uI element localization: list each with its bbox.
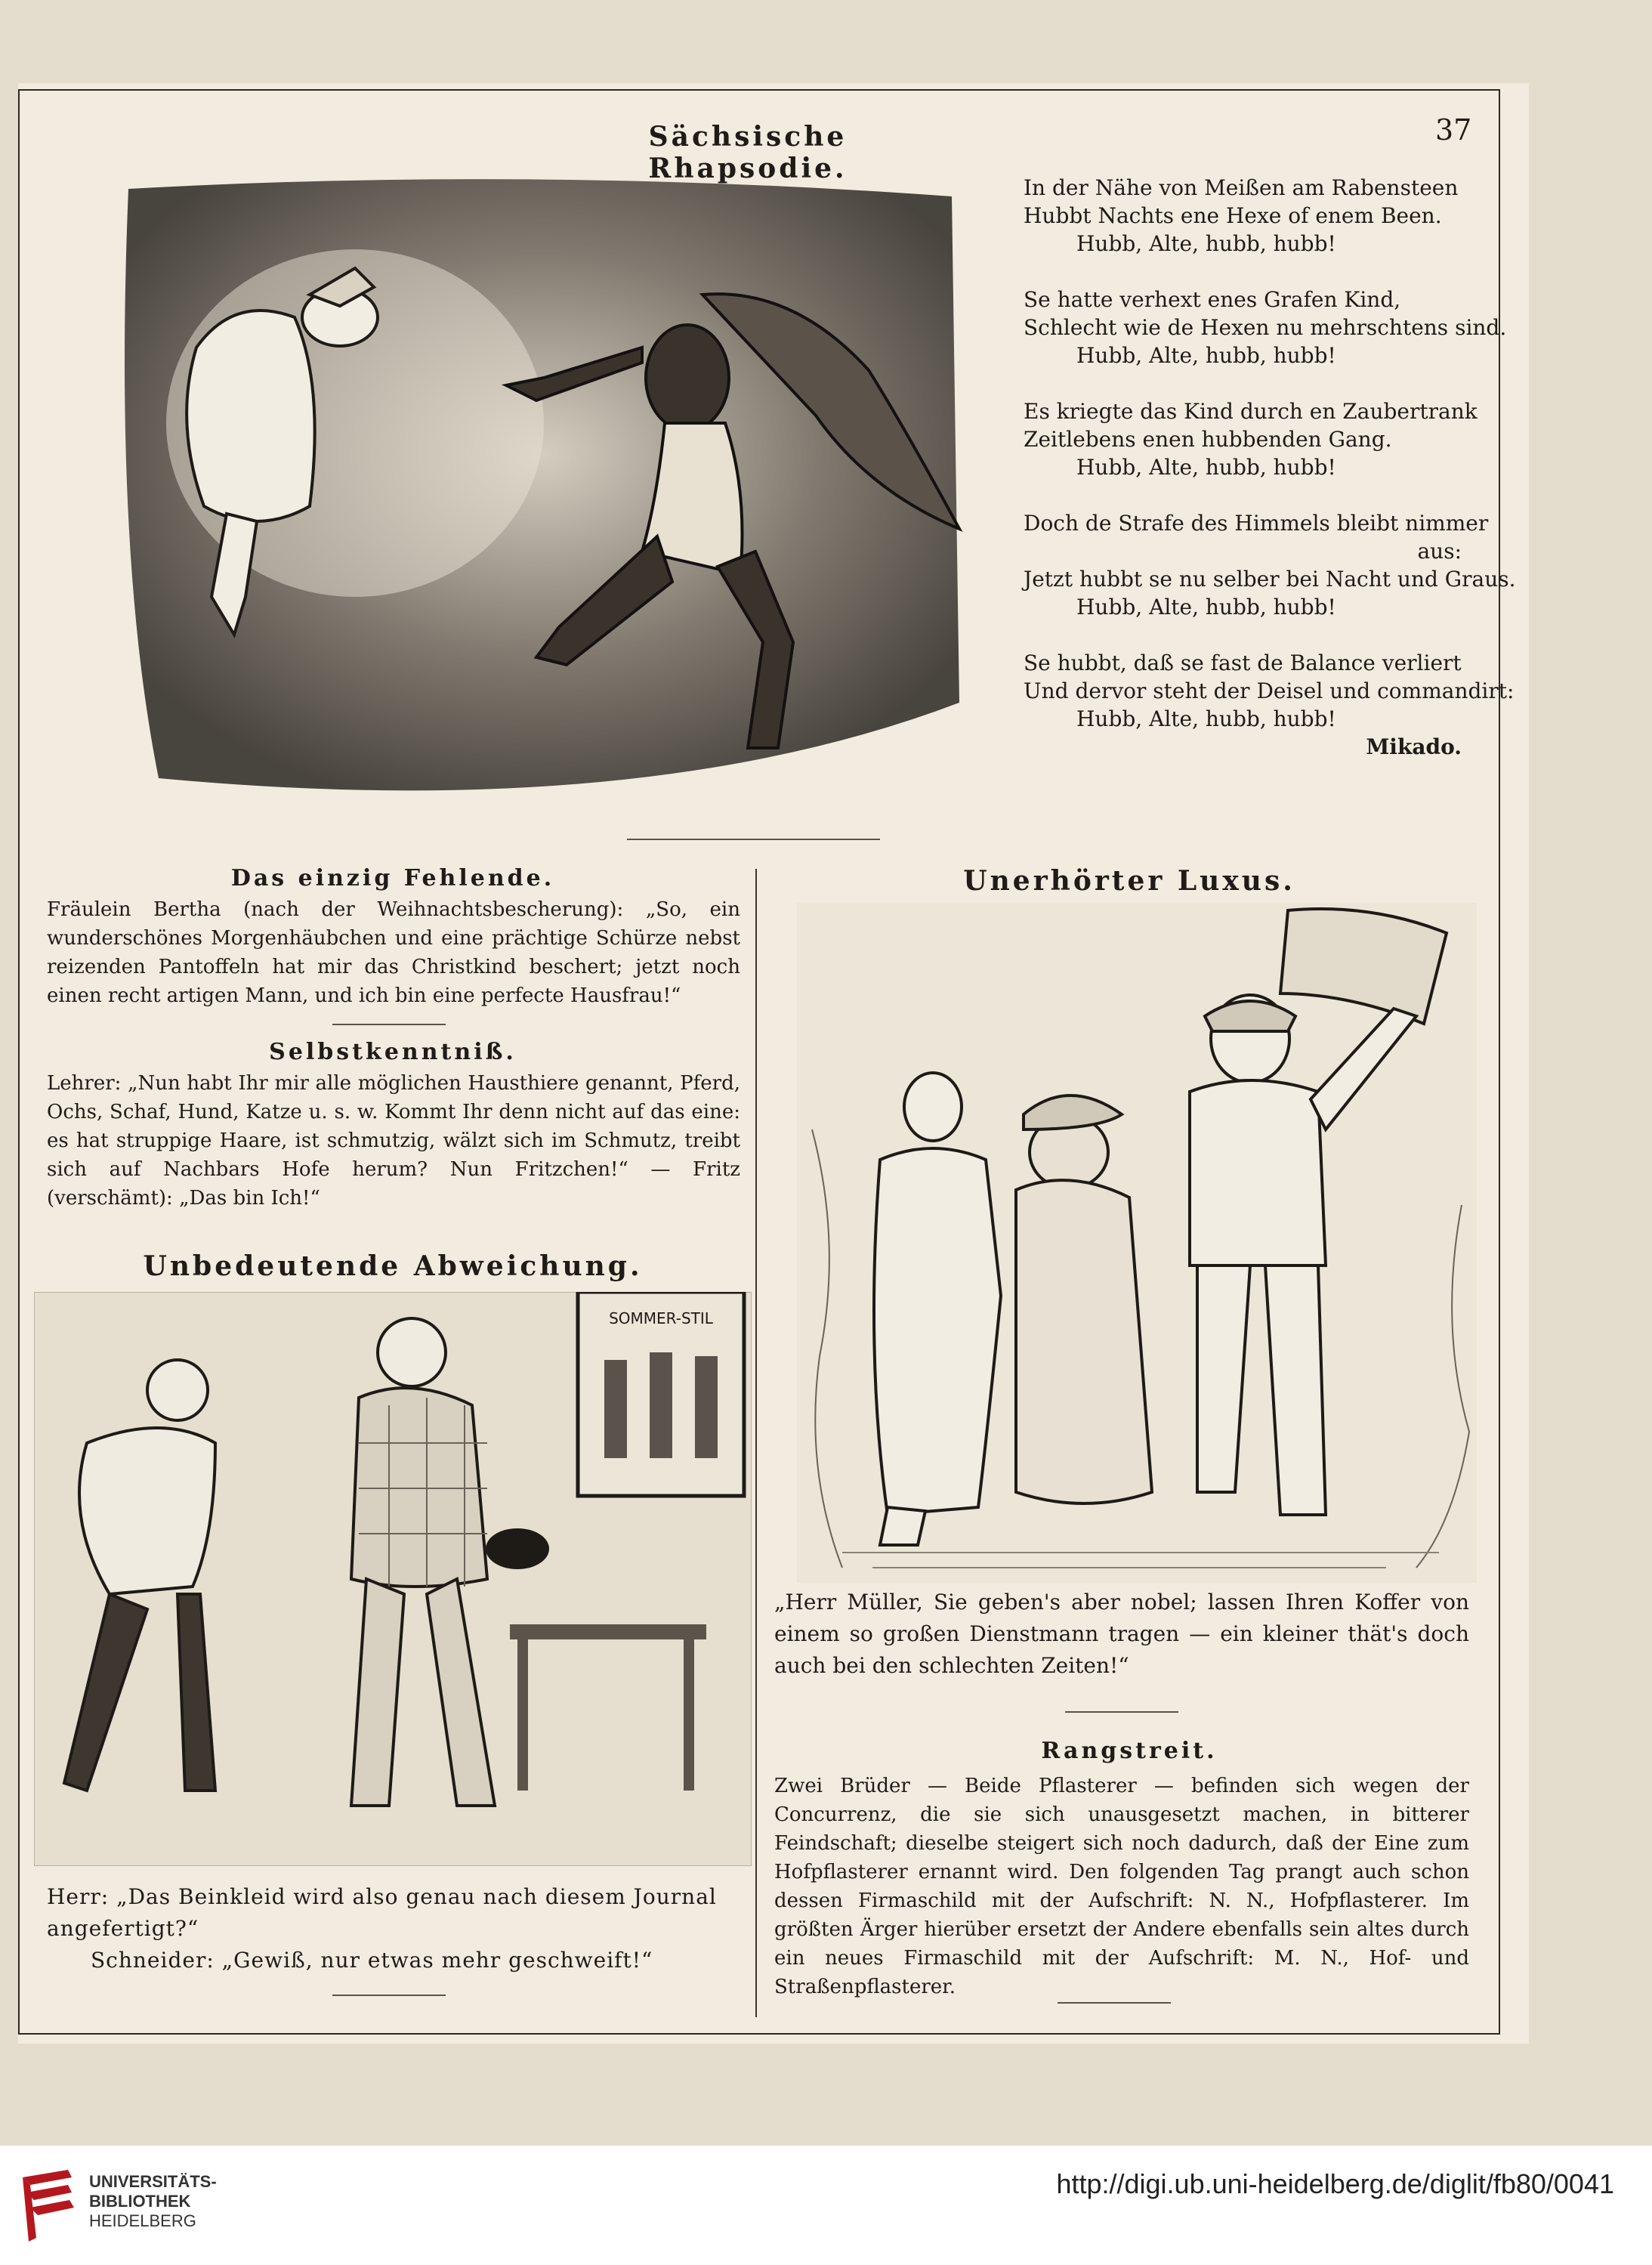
tailor-illustration [34,1292,752,1866]
section-title: Unerhörter Luxus. [963,865,1295,897]
library-logo-icon [15,2162,83,2245]
library-name-line: BIBLIOTHEK [89,2192,191,2211]
section-text: Lehrer: „Nun habt Ihr mir alle möglichen Hausthiere genannt, Pferd, Ochs, Schaf, Hund, Katze u. s. w. Kommt Ihr denn nicht auf das eine: es hat struppige Haare, ist schmutzig, wälzt sich im Schmutz, treibt sich auf Nachbars Hofe herum? Nun Fritzchen!“ — Fritz (verschämt): „Das bin Ich!“ [47,1072,740,1210]
tailor-caption-schneider: Schneider: „Gewiß, nur etwas mehr geschweift!“ [91,1948,653,1973]
poem-line: Se hatte verhext enes Grafen Kind, [1024,287,1401,312]
poem-line: Zeitlebens enen hubbenden Gang. [1024,427,1392,452]
poem-refrain: Hubb, Alte, hubb, hubb! [1076,455,1336,480]
divider [627,839,880,840]
poem-line: Se hubbt, daß se fast de Balance verliert [1024,650,1462,675]
poem-line: Jetzt hubbt se nu selber bei Nacht und Graus. [1024,567,1516,592]
poem-line: Es kriegte das Kind durch en Zaubertrank [1024,399,1478,424]
section-title: Unbedeutende Abweichung. [143,1250,643,1282]
poem-refrain: Hubb, Alte, hubb, hubb! [1076,706,1336,731]
poem [1024,174,1516,761]
porter-illustration [797,903,1477,1583]
porter-caption: „Herr Müller, Sie geben's aber nobel; lassen Ihren Koffer von einem so großen Dienstmann tragen — ein kleiner thät's doch auch bei den schlechten Zeiten!“ [774,1590,1469,1678]
source-url[interactable]: http://digi.ub.uni-heidelberg.de/diglit/fb80/0041 [1056,2168,1614,2199]
divider [1065,1711,1178,1713]
library-name [89,2172,217,2231]
section-title: Selbstkenntniß. [269,1039,517,1065]
footer-bar [0,2146,1652,2265]
column-divider [755,869,757,2017]
divider [1058,2002,1171,2004]
poem-line: aus: [1417,539,1462,564]
poem-refrain: Hubb, Alte, hubb, hubb! [1076,231,1336,256]
page-number: 37 [1435,113,1472,147]
poem-line: Doch de Strafe des Himmels bleibt nimmer [1024,511,1489,536]
section-title: Das einzig Fehlende. [230,865,555,891]
poem-line: Und dervor steht der Deisel und commandirt: [1024,678,1515,703]
poem-refrain: Hubb, Alte, hubb, hubb! [1076,343,1336,368]
poem-line: Hubbt Nachts ene Hexe of enem Been. [1024,203,1442,228]
tailor-caption-herr: Herr: „Das Beinkleid wird also genau nach diesem Journal angefertigt?“ [47,1884,717,1941]
poem-line: In der Nähe von Meißen am Rabensteen [1024,175,1459,200]
divider [332,1024,446,1025]
section-text: Fräulein Bertha (nach der Weihnachtsbescherung): „So, ein wunderschönes Morgenhäubchen und eine prächtige Schürze nebst reizenden Pantoffeln hat mir das Christkind beschert; jetzt noch einen recht artigen Mann, und ich bin eine perfecte Hausfrau!“ [47,898,740,1007]
section-text: Zwei Brüder — Beide Pflasterer — befinden sich wegen der Concurrenz, die sie sich unausgesetzt machen, in bitterer Feindschaft; dieselbe steigert sich noch dadurch, daß der Eine zum Hofpflasterer ernannt wird. Den folgenden Tag prangt auch schon dessen Firmaschild mit der Aufschrift: N. N., Hofpflasterer. Im größten Ärger hierüber ersetzt der Andere ebenfalls sein altes durch ein neues Firmaschild mit der Aufschrift: M. N., Hof- und Straßenpflasterer. [774,1775,1469,1998]
divider [332,1995,446,1996]
section-title: Rangstreit. [1041,1738,1218,1764]
library-name-line: HEIDELBERG [89,2211,196,2230]
poster-label: SOMMER-STIL [609,1309,713,1327]
poem-refrain: Hubb, Alte, hubb, hubb! [1076,595,1336,620]
page-title: Sächsische Rhapsodie. [648,121,848,184]
witch-devil-illustration [113,174,967,793]
library-name-line: UNIVERSITÄTS- [89,2172,217,2191]
poem-author: Mikado. [1366,734,1462,759]
poem-line: Schlecht wie de Hexen nu mehrschtens sind. [1024,315,1507,340]
